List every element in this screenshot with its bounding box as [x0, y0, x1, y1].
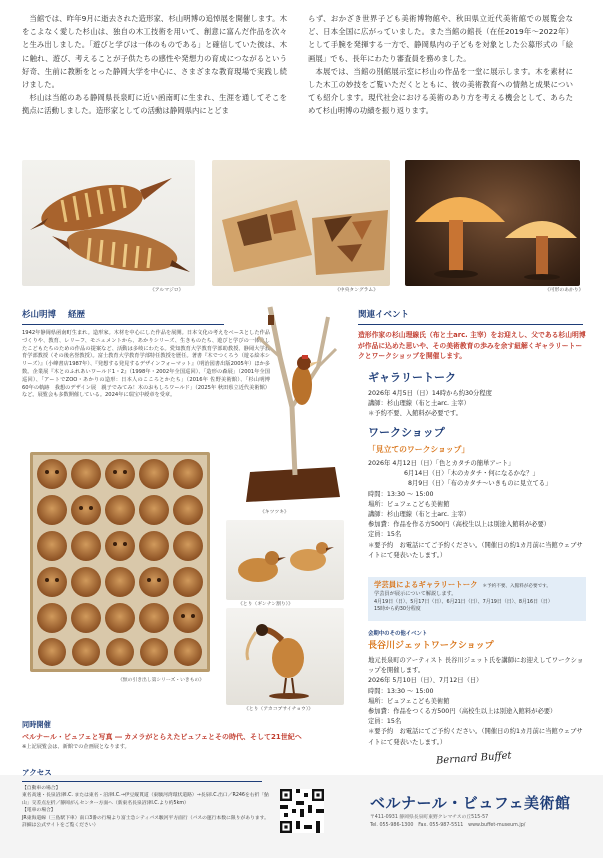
docent-talk-time: 15時から約30分程度 [374, 606, 421, 613]
access-train: JR東海道線（三島駅下車）南口3番の行場より富士急シティバス駿河平方面行（バスの運行本数に限りがあります。詳細は公式サイトをご覧ください） [22, 815, 269, 829]
divider [22, 781, 262, 782]
museum-address: 〒411-0931 静岡県長泉町東野クレマチスの丘515-57 [370, 815, 489, 820]
workshop-lecturer: 講師：杉山理線（布と土arc. 主宰） [368, 510, 470, 518]
workshop-time: 時間：13:30 〜 15:00 [368, 490, 434, 498]
concurrent-header: 同時開催 [22, 720, 51, 729]
qr-code-graphic [280, 789, 324, 833]
other-event-desc: 地元長泉町のアーティスト 長谷川ジェット氏を講師にお迎えしてワークショップを開催します。 [368, 657, 584, 675]
docent-talk-title: 学芸員によるギャラリートーク [374, 580, 478, 589]
small-birds-caption: 《とり（ギンナン割り）》 [238, 602, 293, 607]
events-header-label: 関連イベント [358, 310, 410, 320]
workshop-date: 2026年 4月12日（日）「色とカタチの簡単アート」 [368, 460, 515, 467]
tangram-illustration [212, 160, 390, 286]
concurrent-section [22, 720, 352, 751]
tangram-photo [212, 160, 390, 286]
workshop-place: 場所：ビュフェこども美術館 [368, 500, 450, 508]
museum-name: ベルナール・ビュフェ美術館 [370, 794, 571, 812]
workshop-date: 6月14日（日）「木のカタチ・何になるかな？」 [404, 470, 539, 478]
small-birds-photo [226, 520, 344, 600]
lamp-photo [405, 160, 580, 286]
workshop-info [368, 459, 586, 561]
concurrent-note: ※上記展覧会は、新館での企画展となります。 [22, 743, 130, 750]
access-train-label: 【電車の場合】 [22, 808, 56, 814]
intro-right-column [308, 12, 573, 117]
workshop-capacity: 定員：15名 [368, 531, 402, 539]
armadillo-caption: 《アルマジロ》 [150, 288, 184, 293]
other-event-place: 場所：ビュフェこども美術館 [368, 697, 450, 705]
lamp-caption: 《可形のあかり》 [545, 288, 584, 293]
gallery-talk-note: ＊予約不要、入館料が必要です。 [368, 410, 462, 418]
bio-label: 経歴 [67, 310, 85, 320]
gallery-talk-info [368, 389, 583, 420]
qr-code-icon[interactable] [280, 789, 324, 833]
gallery-talk-lecturer: 講師：杉山理線（布と土arc. 主宰） [368, 400, 470, 408]
events-header [358, 309, 583, 325]
intro-paragraph: 杉山は当館のある静岡県長泉町に近い函南町に生まれ、生涯を通してそこを拠点に活動しました。造形家としての活動は静岡県内にとどま [22, 93, 287, 116]
docent-talk-dates: 4月19日（日）、5月17日（日）、6月21日（日）、7月19日（日）、8月16日（日） [374, 598, 553, 605]
gallery-talk-title: ギャラリートーク [368, 371, 456, 384]
heron-illustration [226, 608, 344, 705]
bio-header [22, 309, 224, 325]
other-event-fee: 参加費：作品をつくる方500円（高校生以上は別途入館料が必要） [368, 707, 557, 715]
docent-talk-box [368, 577, 586, 621]
docent-talk-desc: 学芸員が展示について解説します。 [374, 590, 457, 597]
heron-photo [226, 608, 344, 705]
intro-paragraph: らず、おかざき世界子ども美術博物館や、秋田県立近代美術館での展覧会など、日本全国に広がっていました。また当館の館長（在任2019年〜2022年）として手腕を発揮する一方で、静岡県内の子どもを対象とした公募形式の「絵画展」でも、長年にわたり審査員を務めました。 [308, 14, 573, 63]
intro-paragraph: 本展では、当館の別館展示室に杉山の作品を一堂に展示します。木を素材にした木工の妙技をご覧いただくとともに、彼の美術教育への情熱と成果についても紹介します。現代社会における美術のあり方を考える機会として、あらためて杉山明博の功績を振り返ります。 [308, 66, 573, 116]
workshop-subtitle: 「見立てのワークショップ」 [368, 445, 470, 454]
armadillo-photo [22, 160, 195, 286]
other-event-capacity: 定員：15名 [368, 718, 402, 726]
bird-tree-illustration [240, 297, 345, 507]
signature-logo: Bernard Buffet [435, 750, 512, 767]
other-event-time: 時間：13:30 〜 15:00 [368, 687, 434, 695]
other-event-date: 2026年 5月10日（日）、7月12日（日） [368, 677, 483, 685]
workshop-title: ワークショップ [368, 426, 445, 439]
workshop-fee: 参加費：作品を作る方500円（高校生以上は別途入館料が必要） [368, 521, 551, 529]
other-event-label: 会期中のその他イベント [368, 631, 428, 637]
masks-photo [30, 452, 210, 672]
intro-left-column [22, 12, 287, 117]
concurrent-title: ベルナール・ビュフェと写真 ― カメラがとらえたビュフェとその時代、そして21世紀へ [22, 733, 302, 742]
intro-paragraph: 当館では、昨年9月に逝去された造形家、杉山明博の追悼展を開催します。木をこよなく愛した杉山は、独自の木工技術を用いて、創意に富んだ作品を次々と生み出しました。「遊びと学びは一体のものである」と確信していた彼は、木に触れ、遊び、考えることが子供たちの感性や発想力の育成につながるという好奇、生前に教断をとった静岡大学を中心に、さまざまな教育現場で実践し続けました。 [22, 14, 287, 89]
bio-name: 杉山明博 [22, 310, 57, 320]
masks-caption: 《無の引き出し第シリーズ・いきもの》 [118, 678, 205, 683]
other-event-reserve: ＊要予約 お電話にてご予約ください。（開催日の約1カ月前に当館ウェブサイトにて発表いたします。） [368, 728, 583, 746]
access-info [22, 785, 270, 830]
small-birds-illustration [226, 520, 344, 600]
bird-tree-photo [240, 297, 345, 507]
heron-caption: 《とり（アカコブサイチョウ）》 [244, 707, 314, 712]
bird-tree-caption: 《キツツキ》 [260, 510, 289, 515]
divider [358, 324, 583, 325]
gallery-talk-date: 2026年 4月5日（日）14時から約30分程度 [368, 390, 492, 397]
access-header [22, 768, 262, 782]
events-lead: 造形作家の杉山理線氏（布と土arc. 主宰）をお迎えし、父である杉山明博が作品に込めた思いや、その美術教育の歩みを余す紐解くギャラリートークとワークショップを開催します。 [358, 331, 586, 361]
workshop-date: 8月9日（日）「布のカタチ〜いきものに見立てる」 [408, 480, 552, 488]
tangram-caption: 《中央タングラム》 [335, 288, 379, 293]
docent-talk-note: ＊予約不要、入館料が必要です。 [482, 584, 551, 589]
divider [22, 324, 224, 325]
armadillo-illustration [22, 160, 195, 286]
other-event-info [368, 656, 586, 748]
museum-contact[interactable]: Tel. 055-986-1300 Fax. 055-987-5511 www.buffet-museum.jp/ [370, 823, 526, 828]
workshop-reserve: ＊要予約 お電話にてご予約ください。（開催日の約1カ月前に当館ウェブサイトにて発表いたします。） [368, 541, 583, 559]
access-car: 東名高速・長泉沼津I.C. または東名・沼津I.C.→伊豆縦貫道（東駿河湾環状道路）→長泉I.C.出口／R246を右折「鮎山」交差点左折／静岡がんセンター方面へ（新東名長泉沼津I.C.より約5km） [22, 793, 269, 806]
access-title: アクセス [22, 768, 52, 777]
masks-grid-illustration [33, 455, 207, 669]
access-car-label: 【自動車の場合】 [22, 786, 61, 791]
bio-text: 1942年静岡県函南町生まれ。造形家。木材を中心にした作品を展開。日本文化の考えをベースとした作品づくりや、教育、レリーフ、モニュメントから、あかりシリーズ、生きものたち、遊びと学びの一体化したこどもたちのための作品の提案など、活動は多岐にわたる。愛知教育大学教育学部助教授、静岡大学教育学部教授（その後名誉教授）。富士教育大学教育学部特任教授を歴任。著書『木でつくろう（遊る絵本シリーズ）』（小峰書店1987年）、『発想する発見するデザインフォーマット』（明治図書出版2005年）ほか多数。企業展『木とのふれあいワールド1・2』（1998年・2002年全国巡回）、「造形の森展」（2001年全国巡回）、「アートでZOO・あかりの造形：日本人のこころとかたち」（2016年 佐野美術館）、「杉山明博 60年の軌跡 我想のデザイン展 親子でみてみ！木のおもしろワールド」（2025年 秋田県立近代美術館）など。展覧会も多数開催している。2024年に瑞宝中綬章を受章。 [22, 330, 276, 399]
lamp-illustration [405, 160, 580, 286]
other-event-title: 長谷川ジェットワークショップ [368, 641, 494, 651]
